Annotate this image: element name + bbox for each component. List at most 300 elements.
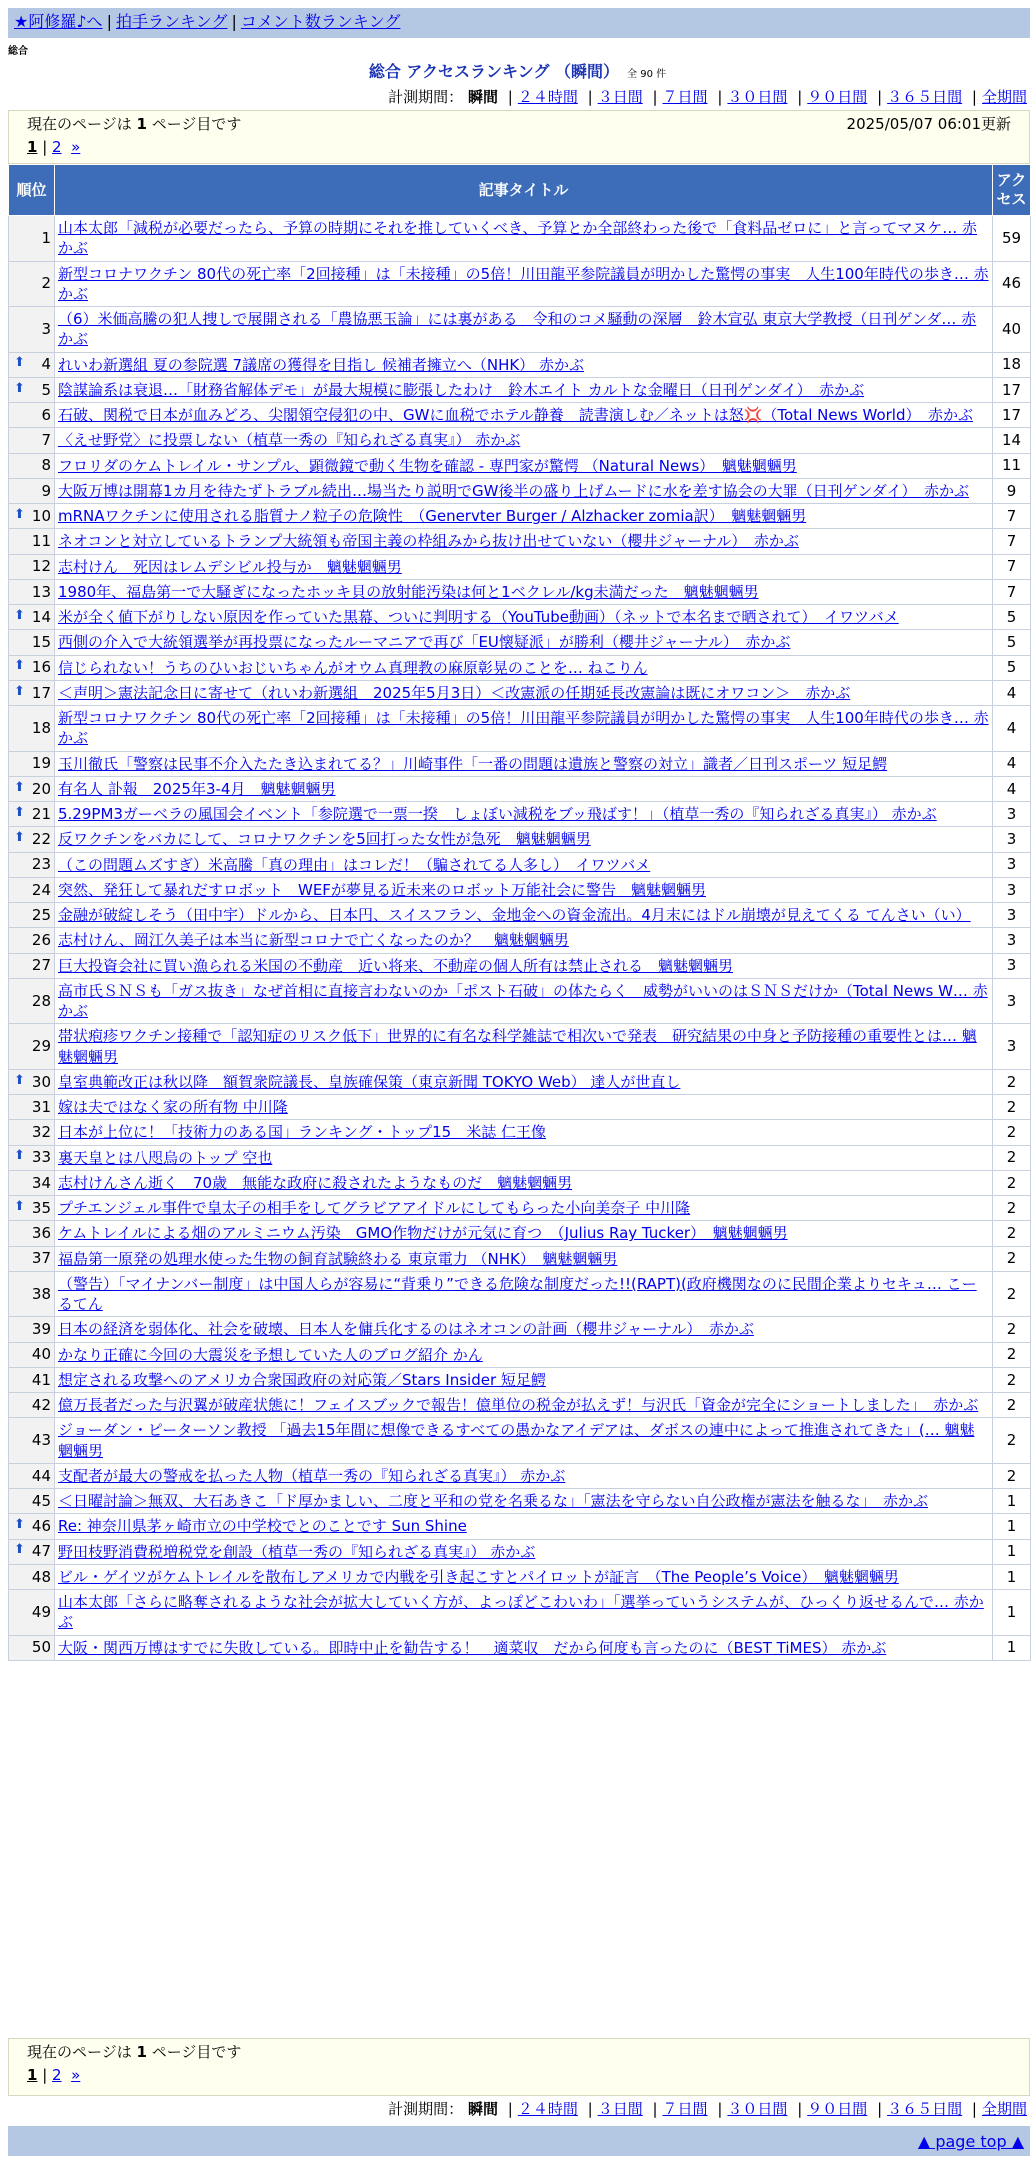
rank-number: 24 xyxy=(31,880,51,899)
table-row xyxy=(9,928,1031,953)
access-count: 14 xyxy=(993,428,1031,453)
period-current: 瞬間 xyxy=(467,2100,498,2118)
rank-number: 30 xyxy=(31,1072,51,1091)
article-link[interactable]: 福島第一原発の処理水使った生物の飼育試験終わる 東京電力 （NHK） 魑魅魍魎男 xyxy=(58,1249,618,1268)
article-link[interactable]: 石破、関税で日本が血みどろ、尖閣領空侵犯の中、GWに血税でホテル静養 読書演しむ／ネットは怒💢（Total News World） 赤かぶ xyxy=(58,406,973,424)
title-cell xyxy=(55,307,993,353)
period-selector-top: 計測期間： 瞬間 | ２４時間 | ３日間 | ７日間 | ３０日間 | ９０日間 | ３６５日間 | 全期間 xyxy=(388,88,1027,106)
next-page-link[interactable]: » xyxy=(71,137,81,156)
access-count: 1 xyxy=(993,1635,1031,1660)
article-link[interactable]: ジョーダン・ピーターソン教授 「過去15年間に想像できるすべての愚かなアイデアは、ダボスの連中によって推進されてきた」(… 魑魅魍魎男 xyxy=(58,1421,975,1460)
article-link[interactable]: 〈えせ野党〉に投票しない（植草一秀の『知られざる真実』） 赤かぶ xyxy=(58,431,521,450)
article-link[interactable]: 1980年、福島第一で大騒ぎになったホッキ貝の放射能汚染は何と1ベクレル/kg未満だった 魑魅魍魎男 xyxy=(58,582,759,601)
title-cell xyxy=(55,377,993,402)
access-count: 3 xyxy=(993,903,1031,928)
page-title xyxy=(0,62,1035,82)
table-row xyxy=(9,1221,1031,1246)
title-cell xyxy=(55,928,993,953)
table-row xyxy=(9,554,1031,579)
title-cell xyxy=(55,352,993,377)
access-count: 5 xyxy=(993,605,1031,630)
article-link[interactable]: 大阪・関西万博はすでに失敗している。即時中止を勧告する！ 適菜収 だから何度も言ったのに（BEST TiMES） 赤かぶ xyxy=(58,1638,887,1657)
table-row xyxy=(9,1367,1031,1392)
period-link-7d[interactable]: ７日間 xyxy=(662,2100,708,2118)
title-cell xyxy=(55,706,993,752)
rank-cell xyxy=(9,352,55,377)
article-link[interactable]: 志村けん、岡江久美子は本当に新型コロナで亡くなったのか？ 魑魅魍魎男 xyxy=(58,931,569,950)
table-row xyxy=(9,751,1031,776)
article-link[interactable]: ＜声明＞憲法記念日に寄せて（れいわ新選組 2025年5月3日）＜改憲派の任期延長改憲論は既にオワコン＞ 赤かぶ xyxy=(58,683,851,702)
article-link[interactable]: れいわ新選組 夏の参院選 7議席の獲得を目指し 候補者擁立へ（NHK） 赤かぶ xyxy=(58,355,584,374)
access-count: 2 xyxy=(993,1120,1031,1145)
table-row xyxy=(9,1342,1031,1367)
access-count: 40 xyxy=(993,307,1031,353)
up-arrow-icon: ⬆ xyxy=(14,1542,25,1558)
table-row xyxy=(9,352,1031,377)
period-link-24h[interactable]: ２４時間 xyxy=(517,88,578,106)
access-count: 3 xyxy=(993,852,1031,877)
article-link[interactable]: 信じられない！うちのひいおじいちゃんがオウム真理教の麻原彰晃のことを… ねこりん xyxy=(58,658,648,677)
rank-number: 29 xyxy=(31,1037,51,1056)
rank-number: 9 xyxy=(41,481,51,500)
rank-number: 48 xyxy=(31,1567,51,1586)
page-2-link[interactable]: 2 xyxy=(52,137,62,156)
rank-number: 23 xyxy=(31,855,51,874)
bottom-bar xyxy=(8,2126,1030,2156)
access-count: 1 xyxy=(993,1514,1031,1539)
rank-cell xyxy=(9,554,55,579)
title-cell xyxy=(55,1317,993,1342)
table-row xyxy=(9,453,1031,478)
nav-separator: | xyxy=(106,12,112,31)
access-count: 3 xyxy=(993,978,1031,1024)
access-count: 2 xyxy=(993,1342,1031,1367)
title-cell xyxy=(55,978,993,1024)
table-row xyxy=(9,307,1031,353)
rank-number: 32 xyxy=(31,1123,51,1141)
top-nav-bar xyxy=(8,8,1030,38)
home-link[interactable]: ★阿修羅♪へ xyxy=(14,12,103,31)
access-count: 1 xyxy=(993,1590,1031,1636)
period-link-3d[interactable]: ３日間 xyxy=(597,88,643,106)
access-count: 3 xyxy=(993,877,1031,902)
period-link-30d[interactable]: ３０日間 xyxy=(727,2100,788,2118)
article-link[interactable]: プチエンジェル事件で皇太子の相手をしてグラビアアイドルにしてもらった小向美奈子 中川隆 xyxy=(58,1199,691,1217)
access-count: 2 xyxy=(993,1317,1031,1342)
article-link[interactable]: 皇室典範改正は秋以降 額賀衆院議長、皇族確保策（東京新聞 TOKYO Web） 達人が世直し xyxy=(58,1072,681,1091)
rank-cell xyxy=(9,1120,55,1145)
table-row xyxy=(9,261,1031,307)
title-cell xyxy=(55,453,993,478)
title-cell xyxy=(55,1514,993,1539)
rank-cell xyxy=(9,1095,55,1120)
article-link[interactable]: 裏天皇とは八咫烏のトップ 空也 xyxy=(58,1148,273,1167)
up-arrow-icon: ⬆ xyxy=(14,1198,25,1214)
rank-cell xyxy=(9,453,55,478)
title-cell xyxy=(55,216,993,262)
pagination: 1 | 2 » xyxy=(27,137,81,156)
article-link[interactable]: フロリダのケムトレイル・サンプル、顕微鏡で動く生物を確認 - 専門家が驚愕 （Natural News） 魑魅魍魎男 xyxy=(58,456,797,475)
period-link-365d[interactable]: ３６５日間 xyxy=(887,2100,963,2118)
rank-number: 40 xyxy=(31,1345,51,1364)
page-2-link[interactable]: 2 xyxy=(52,2065,62,2084)
period-link-30d[interactable]: ３０日間 xyxy=(727,88,788,106)
table-row xyxy=(9,978,1031,1024)
table-row xyxy=(9,428,1031,453)
access-count: 3 xyxy=(993,827,1031,852)
title-cell xyxy=(55,630,993,655)
title-cell xyxy=(55,1418,993,1464)
rank-number: 7 xyxy=(41,431,51,449)
table-row xyxy=(9,776,1031,801)
access-count: 1 xyxy=(993,1539,1031,1564)
title-cell xyxy=(55,554,993,579)
title-cell xyxy=(55,1564,993,1589)
access-count: 3 xyxy=(993,802,1031,827)
article-link[interactable]: 大阪万博は開幕1カ月を待たずトラブル続出…場当たり説明でGW後半の盛り上げムードに水を差す協会の大罪（日刊ゲンダイ） 赤かぶ xyxy=(58,481,969,500)
title-cell xyxy=(55,529,993,554)
access-count: 7 xyxy=(993,504,1031,529)
title-cell xyxy=(55,478,993,503)
rank-cell xyxy=(9,1635,55,1660)
article-link[interactable]: 帯状疱疹ワクチン接種で「認知症のリスク低下」世界的に有名な科学雑誌で相次いで発表 研究結果の中身と予防接種の重要性とは… 魑魅魍魎男 xyxy=(58,1027,977,1066)
rank-cell xyxy=(9,827,55,852)
rank-cell xyxy=(9,1514,55,1539)
rank-number: 1 xyxy=(41,228,51,247)
article-link[interactable]: 山本太郎「さらに略奪されるような社会が拡大していく方が、よっぽどこわいわ」「選挙っていうシステムが、ひっくり返せるんで… 赤かぶ xyxy=(58,1593,984,1632)
rank-number: 3 xyxy=(41,319,51,338)
access-count: 7 xyxy=(993,554,1031,579)
title-cell xyxy=(55,1170,993,1195)
rank-cell xyxy=(9,261,55,307)
header-rank: 順位 xyxy=(9,165,55,216)
article-link[interactable]: 金融が破綻しそう（田中宇）ドルから、日本円、スイスフラン、金地金への資金流出。4月末にはドル崩壊が見えてくる てんさい（い） xyxy=(58,906,971,924)
access-count: 2 xyxy=(993,1170,1031,1195)
rank-number: 35 xyxy=(31,1198,51,1217)
rank-cell xyxy=(9,1418,55,1464)
title-cell xyxy=(55,802,993,827)
article-link[interactable]: 反ワクチンをバカにして、コロナワクチンを5回打った女性が急死 魑魅魍魎男 xyxy=(58,830,591,849)
rank-number: 13 xyxy=(31,582,51,601)
up-arrow-icon: ⬆ xyxy=(14,1072,25,1088)
title-cell xyxy=(55,605,993,630)
title-cell xyxy=(55,1271,993,1317)
table-row xyxy=(9,1418,1031,1464)
rank-cell xyxy=(9,1590,55,1636)
rank-cell xyxy=(9,1342,55,1367)
current-page-text: 現在のページは 1 ページ目です xyxy=(27,115,242,133)
title-cell xyxy=(55,1342,993,1367)
table-row xyxy=(9,630,1031,655)
up-arrow-icon: ⬆ xyxy=(14,506,25,522)
access-count: 17 xyxy=(993,403,1031,428)
article-link[interactable]: 西側の介入で大統領選挙が再投票になったルーマニアで再び「EU懐疑派」が勝利（櫻井ジャーナル） 赤かぶ xyxy=(58,633,791,652)
table-row xyxy=(9,529,1031,554)
rank-number: 44 xyxy=(31,1466,51,1485)
article-link[interactable]: 嫁は夫ではなく家の所有物 中川隆 xyxy=(58,1098,288,1116)
article-link[interactable]: 巨大投資会社に買い漁られる米国の不動産 近い将来、不動産の個人所有は禁止される 魑魅魍魎男 xyxy=(58,956,734,975)
page-top-link[interactable]: ▲ page top ▲ xyxy=(917,2132,1024,2151)
rank-cell xyxy=(9,1393,55,1418)
table-row xyxy=(9,1489,1031,1514)
page-info-bottom xyxy=(8,2038,1030,2096)
rank-cell xyxy=(9,216,55,262)
article-link[interactable]: 突然、発狂して暴れだすロボット WEFが夢見る近未来のロボット万能社会に警告 魑魅魍魎男 xyxy=(58,880,706,899)
access-count: 59 xyxy=(993,216,1031,262)
article-link[interactable]: 高市氏ＳＮＳも「ガス抜き」なぜ首相に直接言わないのか「ポスト石破」の体たらく 威勢がいいのはＳＮＳだけか（Total News W… 赤かぶ xyxy=(58,981,988,1020)
article-link[interactable]: 米が全く値下がりしない原因を作っていた黒幕、ついに判明する（YouTube動画）（ネットで本名まで晒されて） イワツバメ xyxy=(58,608,899,626)
table-row xyxy=(9,1539,1031,1564)
article-link[interactable]: （この問題ムズすぎ）米高騰「真の理由」はコレだ！（騙されてる人多し） イワツバメ xyxy=(58,855,651,874)
title-cell xyxy=(55,655,993,680)
up-arrow-icon: ⬆ xyxy=(14,830,25,845)
period-selector-bottom: 計測期間： 瞬間 | ２４時間 | ３日間 | ７日間 | ３０日間 | ９０日間 | ３６５日間 | 全期間 xyxy=(388,2100,1027,2118)
article-link[interactable]: 5.29PM3ガーベラの風国会イベント「参院選で一票一揆 しょぼい減税をブッ飛ばす！」（植草一秀の『知られざる真実』） 赤かぶ xyxy=(58,805,937,823)
page-info-top xyxy=(8,110,1030,164)
article-link[interactable]: （6）米価高騰の犯人捜しで展開される「農協悪玉論」には裏がある 令和のコメ騒動の深層 鈴木宣弘 東京大学教授（日刊ゲンダ… 赤かぶ xyxy=(58,310,977,349)
table-row xyxy=(9,1196,1031,1221)
access-count: 5 xyxy=(993,655,1031,680)
access-count: 2 xyxy=(993,1463,1031,1488)
access-count: 2 xyxy=(993,1393,1031,1418)
up-arrow-icon: ⬆ xyxy=(14,1148,25,1164)
access-count: 18 xyxy=(993,352,1031,377)
rank-number: 34 xyxy=(31,1173,51,1192)
article-link[interactable]: ＜日曜討論＞無双、大石あきこ「ド厚かましい、二度と平和の党を名乗るな」「憲法を守らない自公政権が憲法を触るな」 赤かぶ xyxy=(58,1492,929,1510)
access-count: 2 xyxy=(993,1271,1031,1317)
up-arrow-icon: ⬆ xyxy=(14,779,25,795)
article-link[interactable]: 有名人 訃報 2025年3-4月 魑魅魍魎男 xyxy=(58,779,336,798)
comment-ranking-link[interactable]: コメント数ランキング xyxy=(240,12,401,31)
rank-cell xyxy=(9,630,55,655)
access-count: 2 xyxy=(993,1069,1031,1094)
period-label: 計測期間： xyxy=(388,2100,464,2118)
article-link[interactable]: ケムトレイルによる畑のアルミニウム汚染 GMO作物だけが元気に育つ （Julius Ray Tucker） 魑魅魍魎男 xyxy=(58,1224,788,1243)
page-1-current: 1 xyxy=(27,137,38,156)
article-link[interactable]: 山本太郎「減税が必要だったら、予算の時期にそれを推していくべき、予算とか全部終わった後で「食料品ゼロに」と言ってマヌケ… 赤かぶ xyxy=(58,219,978,258)
category-label: 総合 xyxy=(8,46,28,57)
title-cell xyxy=(55,1539,993,1564)
access-count: 5 xyxy=(993,630,1031,655)
updated-timestamp: 2025/05/07 06:01更新 xyxy=(846,115,1011,133)
rank-number: 50 xyxy=(31,1638,51,1657)
title-cell xyxy=(55,1120,993,1145)
table-row xyxy=(9,1514,1031,1539)
access-count: 9 xyxy=(993,478,1031,503)
access-count: 2 xyxy=(993,1367,1031,1392)
table-row xyxy=(9,1393,1031,1418)
period-current: 瞬間 xyxy=(467,88,498,106)
rank-number: 39 xyxy=(31,1320,51,1338)
table-row xyxy=(9,478,1031,503)
period-link-365d[interactable]: ３６５日間 xyxy=(887,88,963,106)
access-count: 2 xyxy=(993,1145,1031,1170)
title-cell xyxy=(55,1590,993,1636)
table-row xyxy=(9,1170,1031,1195)
rank-number: 4 xyxy=(41,355,51,374)
title-cell xyxy=(55,1221,993,1246)
table-row xyxy=(9,1024,1031,1070)
total-count: 全 90 件 xyxy=(627,69,667,80)
rank-number: 19 xyxy=(31,754,51,773)
rank-cell xyxy=(9,478,55,503)
article-link[interactable]: 想定される攻撃へのアメリカ合衆国政府の対応策／Stars Insider 短足鰐 xyxy=(58,1370,546,1389)
access-count: 2 xyxy=(993,1196,1031,1221)
title-cell xyxy=(55,1393,993,1418)
rank-cell xyxy=(9,529,55,554)
rank-number: 45 xyxy=(31,1491,51,1510)
period-link-7d[interactable]: ７日間 xyxy=(662,88,708,106)
title-cell xyxy=(55,1024,993,1070)
table-row xyxy=(9,706,1031,752)
rank-number: 21 xyxy=(31,804,51,823)
pagination-bottom: 1 | 2 » xyxy=(27,2065,81,2084)
title-cell xyxy=(55,877,993,902)
access-count: 4 xyxy=(993,680,1031,705)
title-cell xyxy=(55,903,993,928)
access-count: 7 xyxy=(993,579,1031,604)
rank-cell xyxy=(9,802,55,827)
table-row xyxy=(9,1246,1031,1271)
rank-cell xyxy=(9,377,55,402)
access-count: 4 xyxy=(993,776,1031,801)
article-link[interactable]: Re: 神奈川県茅ヶ崎市立の中学校でとのことです Sun Shine xyxy=(58,1517,467,1536)
table-row xyxy=(9,216,1031,262)
period-link-90d[interactable]: ９０日間 xyxy=(807,2100,868,2118)
up-arrow-icon: ⬆ xyxy=(14,658,25,674)
table-row xyxy=(9,1564,1031,1589)
ranking-table xyxy=(8,164,1031,1661)
article-link[interactable]: 新型コロナワクチン 80代の死亡率「2回接種」は「未接種」の5倍！川田龍平参院議員が明かした驚愕の事実 人生100年時代の歩き… 赤かぶ xyxy=(58,709,989,748)
table-row xyxy=(9,802,1031,827)
rank-cell xyxy=(9,403,55,428)
rank-number: 14 xyxy=(31,607,51,626)
rank-cell xyxy=(9,1367,55,1392)
article-link[interactable]: ネオコンと対立しているトランプ大統領も帝国主義の枠組みから抜け出せていない（櫻井ジャーナル） 赤かぶ xyxy=(58,532,799,551)
table-row xyxy=(9,1463,1031,1488)
rank-number: 36 xyxy=(31,1224,51,1242)
access-count: 1 xyxy=(993,1489,1031,1514)
rank-cell xyxy=(9,307,55,353)
period-link-all[interactable]: 全期間 xyxy=(981,2100,1027,2118)
title-cell xyxy=(55,579,993,604)
rank-number: 25 xyxy=(31,905,51,924)
article-link[interactable]: 日本が上位に！「技術力のある国」ランキング・トップ15 米誌 仁王像 xyxy=(58,1123,546,1142)
rank-cell xyxy=(9,1246,55,1271)
article-link[interactable]: ビル・ゲイツがケムトレイルを散布しアメリカで内戦を引き起こすとパイロットが証言 （The People’s Voice） 魑魅魍魎男 xyxy=(58,1567,899,1586)
title-cell xyxy=(55,827,993,852)
table-row xyxy=(9,377,1031,402)
title-cell xyxy=(55,1489,993,1514)
article-link[interactable]: 億万長者だった与沢翼が破産状態に！フェイスブックで報告！億単位の税金が払えず！与沢氏「資金が完全にショートしました」 赤かぶ xyxy=(58,1396,979,1414)
rank-cell xyxy=(9,877,55,902)
table-row xyxy=(9,579,1031,604)
rank-number: 22 xyxy=(31,830,51,848)
title-cell xyxy=(55,1145,993,1170)
access-count: 1 xyxy=(993,1564,1031,1589)
title-cell xyxy=(55,403,993,428)
table-row xyxy=(9,1145,1031,1170)
rank-cell xyxy=(9,928,55,953)
rank-number: 37 xyxy=(31,1249,51,1268)
article-link[interactable]: 志村けん 死因はレムデシビル投与か 魑魅魍魎男 xyxy=(58,557,402,576)
next-page-link[interactable]: » xyxy=(71,2065,81,2084)
rank-cell xyxy=(9,1564,55,1589)
rank-cell xyxy=(9,903,55,928)
rank-number: 6 xyxy=(41,405,51,424)
article-link[interactable]: 玉川徹氏「警察は民事不介入たたき込まれてる？」川崎事件「一番の問題は遺族と警察の対立」識者／日刊スポーツ 短足鰐 xyxy=(58,754,888,773)
rank-number: 17 xyxy=(31,683,51,702)
title-cell xyxy=(55,428,993,453)
period-link-90d[interactable]: ９０日間 xyxy=(807,88,868,106)
rank-cell xyxy=(9,852,55,877)
rank-number: 16 xyxy=(31,658,51,677)
title-cell xyxy=(55,680,993,705)
rank-cell xyxy=(9,1196,55,1221)
clap-ranking-link[interactable]: 拍手ランキング xyxy=(115,12,228,31)
table-row xyxy=(9,403,1031,428)
period-label: 計測期間： xyxy=(388,88,464,106)
period-link-24h[interactable]: ２４時間 xyxy=(517,2100,578,2118)
table-header-row xyxy=(9,165,1031,216)
title-cell xyxy=(55,776,993,801)
article-link[interactable]: 陰謀論系は衰退…「財務省解体デモ」が最大規模に膨張したわけ 鈴木エイト カルトな金曜日（日刊ゲンダイ） 赤かぶ xyxy=(58,380,865,399)
table-row xyxy=(9,1635,1031,1660)
rank-number: 11 xyxy=(31,532,51,550)
table-row xyxy=(9,680,1031,705)
article-link[interactable]: 野田枝野消費税増税党を創設（植草一秀の『知られざる真実』） 赤かぶ xyxy=(58,1542,536,1561)
rank-cell xyxy=(9,1221,55,1246)
article-link[interactable]: （警告）「マイナンバー制度」は中国人らが容易に“背乗り”できる危険な制度だった!!(RAPT)(政府機関なのに民間企業よりセキュ… こーるてん xyxy=(58,1274,977,1313)
article-link[interactable]: かなり正確に今回の大震災を予想していた人のブログ紹介 かん xyxy=(58,1345,483,1364)
table-row xyxy=(9,605,1031,630)
up-arrow-icon: ⬆ xyxy=(14,607,25,623)
rank-number: 31 xyxy=(31,1097,51,1116)
rank-cell xyxy=(9,1489,55,1514)
access-count: 2 xyxy=(993,1221,1031,1246)
period-link-all[interactable]: 全期間 xyxy=(981,88,1027,106)
table-row xyxy=(9,1069,1031,1094)
rank-number: 2 xyxy=(41,274,51,293)
rank-cell xyxy=(9,1463,55,1488)
rank-number: 49 xyxy=(31,1602,51,1621)
title-cell xyxy=(55,1095,993,1120)
rank-cell xyxy=(9,776,55,801)
up-arrow-icon: ⬆ xyxy=(14,355,25,371)
article-link[interactable]: 支配者が最大の警戒を払った人物（植草一秀の『知られざる真実』） 赤かぶ xyxy=(58,1466,566,1485)
rank-number: 42 xyxy=(31,1395,51,1414)
header-access: アクセス xyxy=(993,165,1031,216)
article-link[interactable]: 新型コロナワクチン 80代の死亡率「2回接種」は「未接種」の5倍！川田龍平参院議員が明かした驚愕の事実 人生100年時代の歩き… 赤かぶ xyxy=(58,264,989,303)
period-link-3d[interactable]: ３日間 xyxy=(597,2100,643,2118)
rank-cell xyxy=(9,1317,55,1342)
article-link[interactable]: 日本の経済を弱体化、社会を破壊、日本人を傭兵化するのはネオコンの計画（櫻井ジャーナル） 赤かぶ xyxy=(58,1320,754,1339)
rank-cell xyxy=(9,1145,55,1170)
header-title: 記事タイトル xyxy=(55,165,993,216)
title-cell xyxy=(55,1246,993,1271)
current-page-text-bottom: 現在のページは 1 ページ目です xyxy=(27,2043,242,2061)
rank-cell xyxy=(9,680,55,705)
rank-cell xyxy=(9,751,55,776)
title-cell xyxy=(55,1069,993,1094)
rank-cell xyxy=(9,978,55,1024)
rank-cell xyxy=(9,1069,55,1094)
article-link[interactable]: mRNAワクチンに使用される脂質ナノ粒子の危険性 （Genervter Burger / Alzhacker zomia訳） 魑魅魍魎男 xyxy=(58,507,807,525)
article-link[interactable]: 志村けんさん逝く 70歳 無能な政府に殺されたようなものだ 魑魅魍魎男 xyxy=(58,1173,573,1192)
rank-number: 27 xyxy=(31,956,51,975)
access-count: 7 xyxy=(993,529,1031,554)
title-cell xyxy=(55,1196,993,1221)
